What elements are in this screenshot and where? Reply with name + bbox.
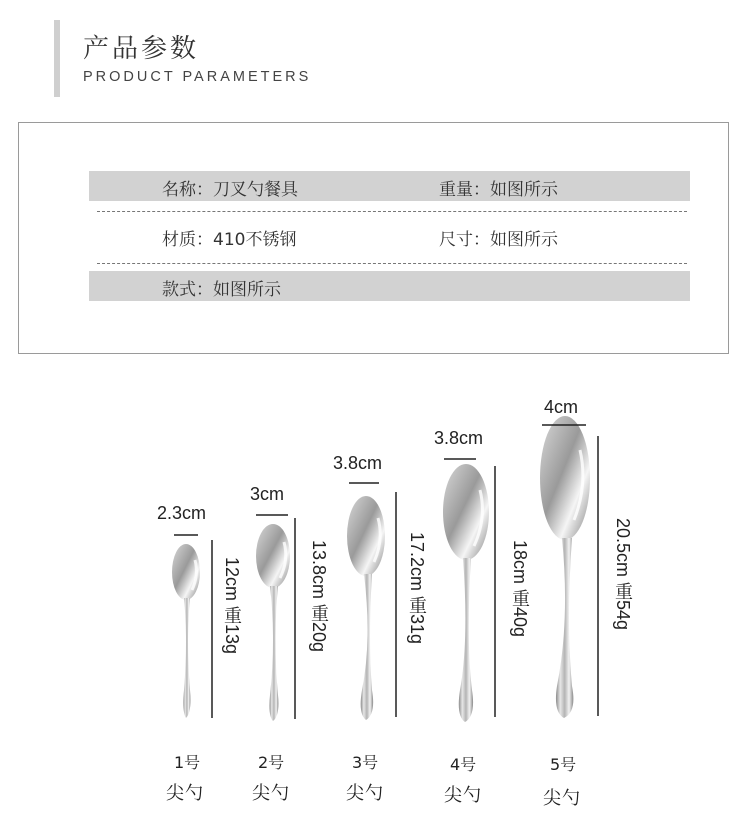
spoon-4-width: 3.8cm [434,428,484,448]
spoon-3-type: 尖勺 [346,783,384,804]
spoon-5-type: 尖勺 [543,788,581,809]
param-material: 材质：410不锈钢 [162,230,297,250]
spoon-4-length-weight: 18cm 重40g [510,540,530,638]
spoon-5-icon [540,416,590,718]
section-title: 产品参数 [83,34,200,64]
spoon-3-width: 3.8cm [333,453,383,473]
spoon-2-number: 2号 [258,753,285,772]
spoon-5-length-weight: 20.5cm 重54g [613,518,633,631]
spoon-1-number: 1号 [174,753,201,772]
spoon-3-icon [347,496,385,720]
spoon-4-number: 4号 [450,755,477,774]
param-weight: 重量：如图所示 [439,180,558,200]
section-subtitle: PRODUCT PARAMETERS [83,69,312,85]
spoon-3-length-weight: 17.2cm 重31g [407,532,427,645]
param-style: 款式：如图所示 [162,280,281,300]
spoon-4-icon [443,464,489,722]
spoon-5-number: 5号 [550,755,577,774]
spoon-1-width: 2.3cm [157,503,207,523]
spoon-1-length-weight: 12cm 重13g [222,557,242,655]
spoon-2-icon [256,524,290,721]
spoon-3-number: 3号 [352,753,379,772]
spoon-1-type: 尖勺 [166,783,204,804]
param-size: 尺寸：如图所示 [439,230,558,250]
spoon-2-type: 尖勺 [252,783,290,804]
spoon-5-width: 4cm [544,397,579,417]
spoon-2-length-weight: 13.8cm 重20g [309,540,329,653]
spoon-1-icon [172,544,200,718]
spoon-4-type: 尖勺 [444,785,482,806]
spoon-2-width: 3cm [250,484,285,504]
param-name: 名称：刀叉勺餐具 [162,180,298,200]
